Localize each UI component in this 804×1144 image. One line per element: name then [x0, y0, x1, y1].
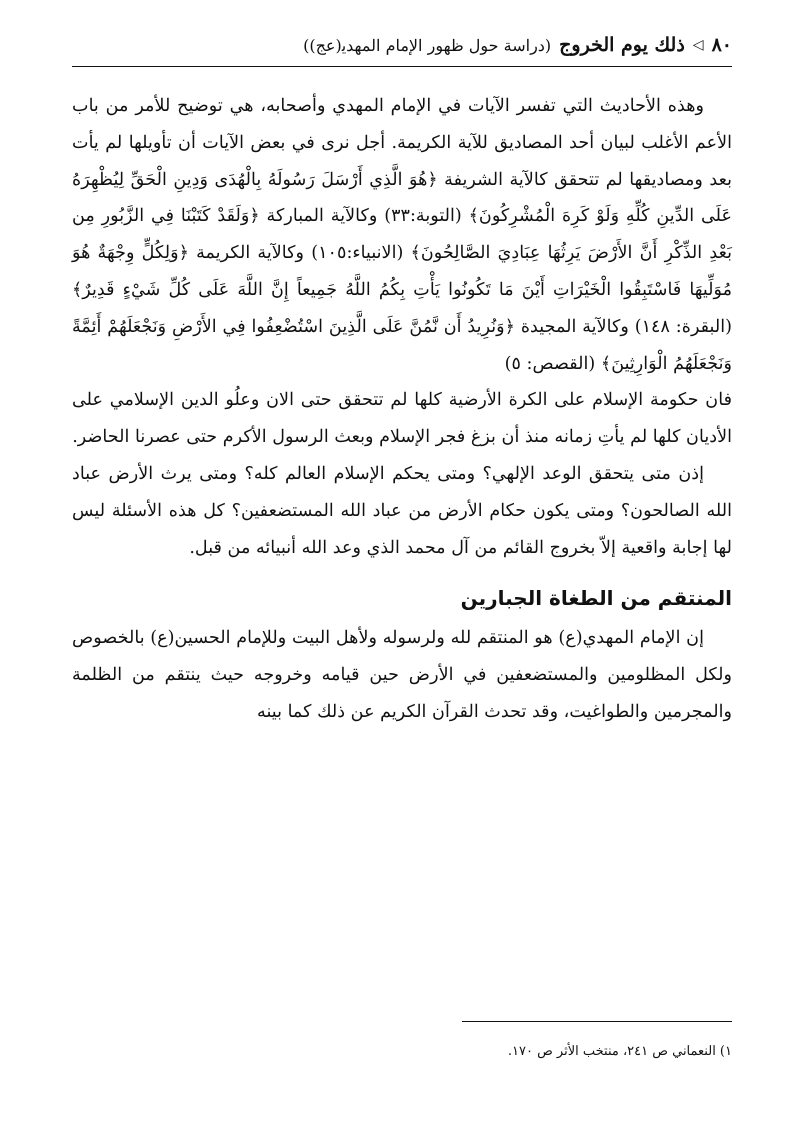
triangle-marker-icon: ◁ [692, 37, 704, 53]
footnote-divider [462, 1021, 732, 1022]
paragraph-avenger: إن الإمام المهدي(ع) هو المنتقم لله ولرسوله ولأهل البيت وللإمام الحسين(ع) بالخصوص ولكل المظلومين والمستضعفين في الأرض حين قيامه وخروجه حيث ينتقم من الظلمة والمجرمين والطواغيت، وقد تحدث القرآن الكريم عن ذلك كما بينه [72, 628, 732, 722]
body-text [72, 88, 732, 731]
running-header [72, 28, 732, 62]
book-subtitle: (دراسة حول ظهور الإمام المهدي‍‍(عج)) [303, 35, 552, 55]
section-heading: المنتقم من الطغاة الجبارين [460, 586, 732, 611]
page-number: ٨٠ [711, 34, 732, 56]
footnote: ١) النعماني ص ٢٤١، منتخب الأثر ص ١٧٠. [507, 1044, 732, 1059]
paragraph-questions: إذن متى يتحقق الوعد الإلهي؟ ومتى يحكم الإسلام العالم كله؟ ومتى يرث الأرض عباد الله الصالحون؟ ومتى يكون حكام الأرض من عباد الله المستضعفين؟ كل هذه الأسئلة ليس لها إجابة واقعية إلاّ بخروج القائم من آل محمد الذي وعد الله أنبيائه من قبل. [72, 463, 732, 558]
paragraph-islamic-rule: فان حكومة الإسلام على الكرة الأرضية كلها لم تتحقق حتى الان وعلُو الدين الإسلامي على الأديان كلها لم يأتِ زمانه منذ أن بزغ فجر الإسلام وبعث الرسول الأكرم حتى عصرنا الحاضر. [72, 390, 732, 448]
book-title: ذلك يوم الخروج [559, 34, 685, 56]
header-divider [72, 66, 732, 67]
paragraph-quranic-verses: وهذه الأحاديث التي تفسر الآيات في الإمام المهدي وأصحابه، هي توضيح للأمر من باب الأعم الأغلب لبيان أحد المصاديق للآية الكريمة. أجل نرى في بعض الآيات أن تأويلها لم يأت بعد ومصاديقها لم تتحقق كالآية الشريفة ﴿هُوَ الَّذِي أَرْسَلَ رَسُولَهُ بِالْهُدَى وَدِينِ الْحَقِّ لِيُظْهِرَهُ عَلَى الدِّينِ كُلِّهِ وَلَوْ كَرِهَ الْمُشْرِكُونَ﴾ (التوبة:٣٣) وكالآية المباركة ﴿وَلَقَدْ كَتَبْنَا فِي الزَّبُورِ مِن بَعْدِ الذِّكْرِ أَنَّ الأَرْضَ يَرِثُهَا عِبَادِيَ الصَّالِحُونَ﴾ (الانبياء:١٠٥) وكالآية الكريمة ﴿وَلِكُلٍّ وِجْهَةٌ هُوَ مُوَلِّيهَا فَاسْتَبِقُوا الْخَيْرَاتِ أَيْنَ مَا تَكُونُوا يَأْتِ بِكُمُ اللَّهُ جَمِيعاً إِنَّ اللَّهَ عَلَى كُلِّ شَيْءٍ قَدِيرٌ﴾(البقرة: ١٤٨) وكالآية المجيدة ﴿وَنُرِيدُ أَن نَّمُنَّ عَلَى الَّذِينَ اسْتُضْعِفُوا فِي الأَرْضِ وَنَجْعَلَهُمْ أَئِمَّةً وَنَجْعَلَهُمُ الْوَارِثِينَ﴾ (القصص: ٥) [72, 96, 733, 374]
